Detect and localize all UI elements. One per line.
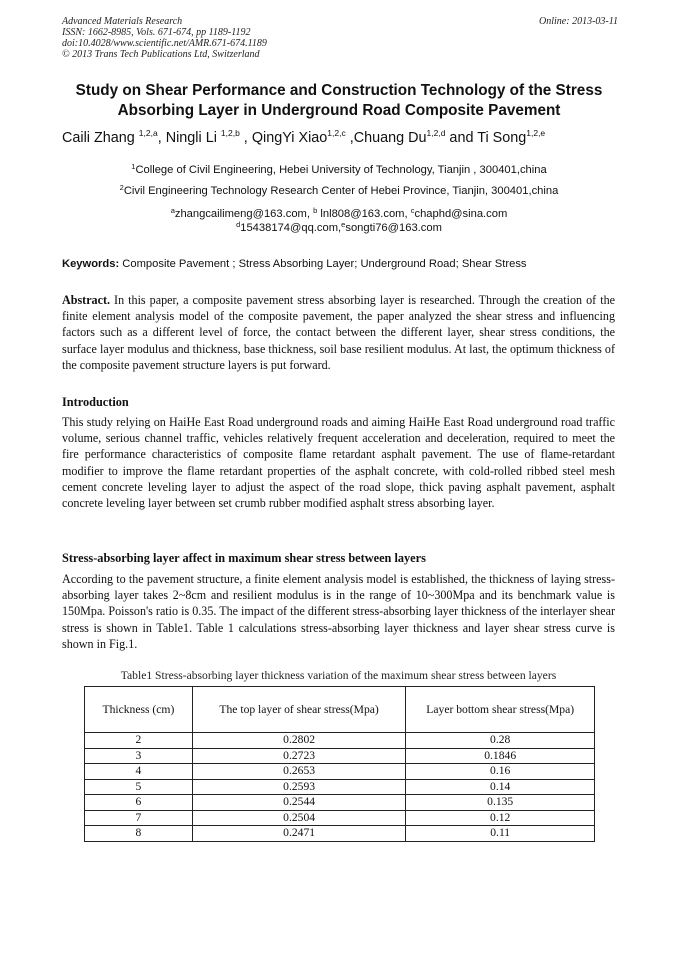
cell-bottom-stress: 0.28 [406,733,595,749]
copyright-line: © 2013 Trans Tech Publications Ltd, Switzerland [62,49,260,60]
author-name: Ti Song [477,130,527,146]
table-header-row [85,687,595,733]
cell-bottom-stress: 0.16 [406,764,595,780]
keywords-text: Composite Pavement ; Stress Absorbing Layer; Underground Road; Shear Stress [119,258,527,270]
author-name: Ningli Li [165,130,221,146]
table-row [85,810,595,826]
table-row [85,795,595,811]
cell-top-stress: 0.2723 [192,748,406,764]
header-bottom-layer-stress: Layer bottom shear stress(Mpa) [406,687,595,733]
author-affiliation-sup: 1,2,e [526,128,546,138]
table-row [85,748,595,764]
author-affiliation-sup: 1,2,c [327,128,346,138]
header-thickness: Thickness (cm) [85,687,193,733]
cell-thickness: 5 [85,779,193,795]
section-heading-stress-absorbing: Stress-absorbing layer affect in maximum shear stress between layers [62,551,426,565]
cell-top-stress: 0.2593 [192,779,406,795]
affiliation-text: Civil Engineering Technology Research Center of Hebei Province, Tianjin, 300401,china [123,185,559,197]
cell-thickness: 7 [85,810,193,826]
email-line-1 [62,207,616,221]
affiliation-1 [62,163,616,177]
cell-bottom-stress: 0.11 [406,826,595,842]
shear-stress-table [84,686,595,842]
issn-line: ISSN: 1662-8985, Vols. 671-674, pp 1189-1192 [62,27,251,38]
abstract [62,292,615,373]
cell-bottom-stress: 0.14 [406,779,595,795]
author-list [62,128,616,148]
email-sup: c [410,206,415,215]
cell-bottom-stress: 0.12 [406,810,595,826]
email-sup: d [236,220,241,229]
author-name: QingYi Xiao [251,130,328,146]
abstract-text: In this paper, a composite pavement stress absorbing layer is researched. Through the creation of the finite element analysis model of the composite pavement, the paper analyzed the shear stress and influencing factors such as a different level of force, the contact between the different layer, shear stress conditions, the surface layer modulus and thickness, base thickness, soil base resilient modulus. At last, the optimum thickness of the composite pavement structure layers is put forward. [62,293,615,372]
section-heading-introduction: Introduction [62,395,129,409]
doi-line: doi:10.4028/www.scientific.net/AMR.671-674.1189 [62,38,267,49]
cell-top-stress: 0.2504 [192,810,406,826]
stress-absorbing-paragraph: According to the pavement structure, a finite element analysis model is established, the thickness of laying stress-absorbing layer takes 2~8cm and resilient modulus is in the range of 10~300Mpa and its benchmark value is 150Mpa. Poisson's ratio is 0.35. The impact of the different stress-absorbing layer thickness of the interlayer shear stress is shown in Table1. Table 1 calculations stress-absorbing layer thickness and layer shear stress curve is shown in Fig.1. [62,572,615,651]
cell-thickness: 3 [85,748,193,764]
table-caption: Table1 Stress-absorbing layer thickness variation of the maximum shear stress between layers [120,669,557,682]
cell-thickness: 2 [85,733,193,749]
introduction-paragraph: This study relying on HaiHe East Road underground roads and aiming HaiHe East Road underground road traffic volume, serious channel traffic, vehicles relatively frequent acceleration and deceleration, required to meet the fire performance characteristics of composite flame retardant asphalt pavement. The use of flame-retardant modifier to improve the flame retardant properties of the asphalt concrete, with cold-rolled ribbed steel mesh cement concrete leveling layer to adjust the aspect of the road slope, thick paving asphalt pavement, asphalt concrete leveling layer between set crumb rubber modified asphalt stress absorbing layer. [62,415,615,511]
header-top-layer-stress: The top layer of shear stress(Mpa) [192,687,406,733]
author-name: Caili Zhang [62,130,139,146]
cell-top-stress: 0.2653 [192,764,406,780]
author-affiliation-sup: 1,2,d [426,128,446,138]
author-name: Chuang Du [353,130,427,146]
email-line-2 [62,221,616,235]
keywords-label: Keywords: [62,258,120,270]
cell-bottom-stress: 0.135 [406,795,595,811]
cell-thickness: 6 [85,795,193,811]
journal-name: Advanced Materials Research [62,16,183,27]
affiliation-sup: 1 [131,162,136,171]
online-date: Online: 2013-03-11 [539,16,618,27]
author-separator: and [445,130,478,146]
affiliation-2 [62,184,616,198]
affiliation-text: College of Civil Engineering, Hebei University of Technology, Tianjin , 300401,china [135,164,547,176]
cell-top-stress: 0.2544 [192,795,406,811]
journal-header [62,16,618,60]
cell-thickness: 4 [85,764,193,780]
email-sup: a [170,206,175,215]
email-a: zhangcailimeng@163.com, [174,208,314,220]
email-d: 15438174@qq.com, [240,222,342,234]
author-affiliation-sup: 1,2,a [138,128,158,138]
affiliation-sup: 2 [119,183,124,192]
table-row [85,779,595,795]
cell-top-stress: 0.2802 [192,733,406,749]
email-c: chaphd@sina.com [414,208,508,220]
abstract-label: Abstract. [62,293,111,307]
author-affiliation-sup: 1,2,b [220,128,240,138]
cell-bottom-stress: 0.1846 [406,748,595,764]
cell-thickness: 8 [85,826,193,842]
paper-title [62,81,616,121]
email-e: songti76@163.com [345,222,442,234]
table-row [85,733,595,749]
title-line-1: Study on Shear Performance and Construction Technology of the Stress [75,82,603,99]
table-row [85,764,595,780]
author-separator: , [345,130,354,146]
table-row [85,826,595,842]
keywords [62,257,616,271]
author-separator: , [157,130,166,146]
cell-top-stress: 0.2471 [192,826,406,842]
email-sup: b [313,206,318,215]
email-sup: e [341,220,346,229]
title-line-2: Absorbing Layer in Underground Road Composite Pavement [117,102,561,119]
email-b: lnl808@163.com, [317,208,411,220]
author-separator: , [239,130,252,146]
